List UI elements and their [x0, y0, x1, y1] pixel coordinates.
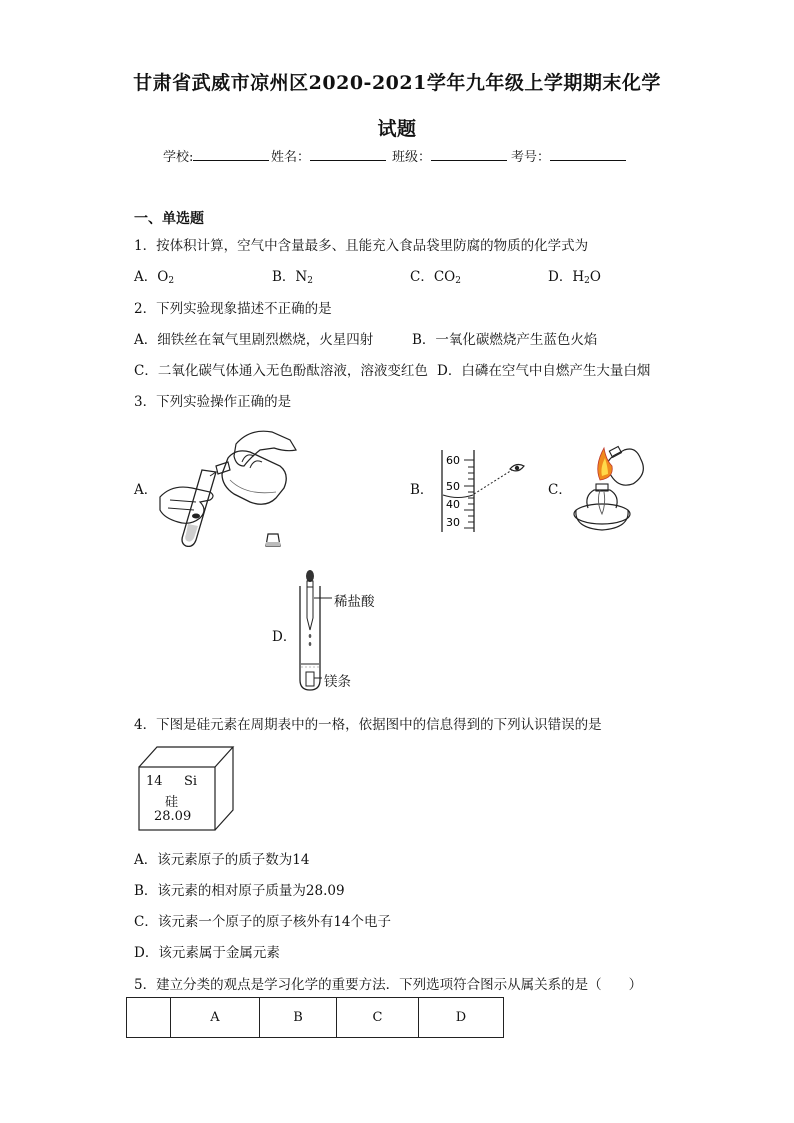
q1-option-d-tail: O	[589, 269, 601, 285]
q5-classification-table	[126, 997, 504, 1038]
page-title-line2: 试题	[377, 118, 417, 140]
q1-option-b-text: B．N	[272, 269, 308, 285]
q4-option-a: A．该元素原子的质子数为14	[134, 852, 310, 868]
q3-option-c-label: C．	[548, 482, 572, 498]
cylinder-tick-60: 60	[446, 454, 460, 467]
element-symbol: Si	[184, 774, 198, 789]
graduated-cylinder-illustration	[426, 448, 536, 534]
cylinder-tick-50: 50	[446, 480, 460, 493]
q1-option-d	[548, 265, 601, 286]
q1-option-a	[134, 265, 174, 286]
alcohol-lamp-illustration	[566, 444, 656, 534]
q5-stem: 5．建立分类的观点是学习化学的重要方法．下列选项符合图示从属关系的是（ ）	[134, 977, 643, 993]
class-label: 班级：	[392, 150, 432, 165]
page-title: 甘肃省武威市凉州区2020-2021学年九年级上学期期末化学	[133, 72, 661, 94]
q1-option-b-sub: 2	[307, 276, 313, 286]
exam-number-field	[511, 146, 626, 165]
q1-option-c-sub: 2	[455, 276, 461, 286]
table-header-cell: C	[337, 998, 419, 1038]
q4-option-c: C．该元素一个原子的原子核外有14个电子	[134, 914, 392, 930]
table-header-cell: B	[260, 998, 337, 1038]
q1-stem: 1．按体积计算，空气中含量最多、且能充入食品袋里防腐的物质的化学式为	[134, 238, 589, 254]
table-header-cell	[127, 998, 171, 1038]
q3-option-b-label: B．	[410, 482, 434, 498]
class-blank	[431, 148, 507, 161]
q1-option-d-sub: 2	[584, 276, 590, 286]
q1-option-b	[272, 265, 313, 286]
eye-icon	[510, 465, 524, 471]
element-name: 硅	[165, 795, 179, 810]
name-label: 姓名：	[271, 150, 311, 165]
cylinder-tick-40: 40	[446, 498, 460, 511]
q1-option-a-text: A．O	[134, 269, 169, 285]
dilute-hcl-label: 稀盐酸	[334, 594, 375, 610]
school-field	[163, 146, 269, 165]
table-row	[127, 998, 504, 1038]
element-atomic-mass: 28.09	[154, 809, 192, 824]
q3-option-d-label: D．	[272, 629, 297, 645]
class-field	[392, 146, 507, 165]
table-header-cell: D	[419, 998, 504, 1038]
school-label: 学校:	[163, 150, 194, 165]
cylinder-tick-30: 30	[446, 516, 460, 529]
q1-option-c-text: C．CO	[410, 269, 456, 285]
exam-number-blank	[550, 148, 626, 161]
q2-option-d: D．白磷在空气中自燃产生大量白烟	[437, 363, 651, 379]
q1-option-a-sub: 2	[168, 276, 175, 286]
section-heading: 一、单选题	[134, 211, 204, 227]
magnesium-strip-label: 镁条	[324, 674, 351, 690]
q1-option-d-text: D．H	[548, 269, 585, 285]
name-field	[271, 146, 386, 165]
q4-option-d: D．该元素属于金属元素	[134, 945, 280, 961]
q1-option-c	[410, 265, 461, 286]
q2-option-a: A．细铁丝在氧气里剧烈燃烧，火星四射	[134, 332, 374, 348]
pour-liquid-illustration	[150, 422, 300, 552]
q4-option-b: B．该元素的相对原子质量为28.09	[134, 883, 345, 899]
exam-number-label: 考号：	[511, 150, 551, 165]
name-blank	[310, 148, 386, 161]
school-blank	[193, 148, 269, 161]
element-atomic-number: 14	[146, 774, 163, 789]
q3-option-a-label: A．	[134, 482, 158, 498]
q2-option-b: B．一氧化碳燃烧产生蓝色火焰	[412, 332, 598, 348]
q4-stem: 4．下图是硅元素在周期表中的一格，依据图中的信息得到的下列认识错误的是	[134, 717, 602, 733]
q2-stem: 2．下列实验现象描述不正确的是	[134, 301, 332, 317]
q2-option-c: C．二氧化碳气体通入无色酚酞溶液，溶液变红色	[134, 363, 428, 379]
q3-stem: 3．下列实验操作正确的是	[134, 394, 292, 410]
table-header-cell: A	[171, 998, 260, 1038]
